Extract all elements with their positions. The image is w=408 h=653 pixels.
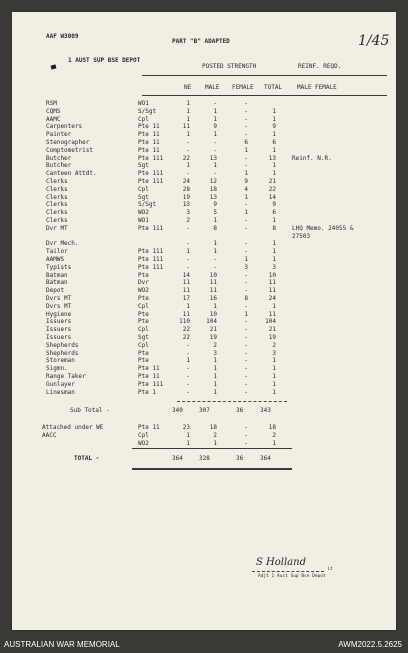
table-row-female: - bbox=[244, 271, 248, 279]
table-row-ne: 1 bbox=[186, 107, 190, 115]
table-row-female: - bbox=[244, 373, 248, 380]
table-row-male: 11 bbox=[209, 279, 217, 287]
table-row-male: - bbox=[213, 100, 217, 107]
table-row-ne: 1 bbox=[186, 248, 190, 256]
attached-row-ne: 23 bbox=[182, 424, 190, 431]
table-row-role: Clerks bbox=[46, 201, 68, 209]
table-row-male: 1 bbox=[213, 365, 217, 373]
table-row-male: 1 bbox=[213, 388, 217, 396]
table-row-role: Dvrs MT bbox=[46, 302, 72, 310]
table-row-male: - bbox=[213, 139, 217, 146]
table-row-ne: - bbox=[186, 373, 190, 380]
total-label: TOTAL - bbox=[74, 455, 100, 462]
table-row-role: CQMS bbox=[46, 107, 61, 115]
unit-name: 1 AUST SUP BSE DEPOT bbox=[68, 57, 141, 64]
subtotal-female: 36 bbox=[236, 407, 244, 414]
table-row-male: 13 bbox=[209, 193, 217, 201]
table-row-female: 6 bbox=[244, 139, 248, 146]
table-row-ne: 22 bbox=[182, 154, 190, 162]
table-row-female: - bbox=[244, 123, 248, 131]
table-row-rank: S/Sgt bbox=[138, 107, 157, 115]
table-row-ne: 110 bbox=[179, 318, 190, 326]
table-row-female: - bbox=[244, 287, 248, 295]
table-row-ne: 11 bbox=[182, 310, 190, 318]
table-row-total: 1 bbox=[272, 248, 276, 256]
table-row-total: 1 bbox=[272, 107, 276, 115]
table-row-rank: Pte 111 bbox=[138, 154, 164, 162]
table-row-rank: Pte 11 bbox=[138, 123, 160, 131]
table-row-rank: Pte bbox=[138, 349, 149, 357]
table-row-male: 1 bbox=[213, 131, 217, 139]
table-row-ne: 28 bbox=[182, 185, 190, 193]
table-row-female: - bbox=[244, 107, 248, 115]
table-row-note: LHQ Memo. 24055 & bbox=[292, 224, 354, 232]
table-row-rank: Cpl bbox=[138, 341, 149, 349]
table-row-total: 9 bbox=[272, 201, 276, 209]
table-row-total: 104 bbox=[265, 318, 276, 326]
table-row-role: Batman bbox=[46, 279, 68, 287]
table-row-rank: Cpl bbox=[138, 185, 149, 193]
table-row-ne: 11 bbox=[182, 123, 190, 131]
subtotal-rule bbox=[177, 401, 287, 402]
table-row-total: 1 bbox=[272, 115, 276, 123]
table-row-male: - bbox=[213, 263, 217, 271]
reinf-reqd-label: REINF. REQD. bbox=[298, 63, 342, 70]
table-row-rank: Sgt bbox=[138, 334, 149, 341]
table-row-total: 1 bbox=[272, 365, 276, 373]
table-row-male: 5 bbox=[213, 209, 217, 217]
table-row-role: Gunlayer bbox=[46, 380, 75, 388]
table-row-female: - bbox=[244, 365, 248, 373]
attached-row-rank: Cpl bbox=[138, 432, 149, 439]
table-row-role: Typists bbox=[46, 263, 72, 271]
table-row-total: 2 bbox=[272, 341, 276, 349]
subtotal-label: Sub Total - bbox=[70, 407, 110, 414]
table-row-female: - bbox=[244, 302, 248, 310]
table-row-ne: 1 bbox=[186, 162, 190, 170]
table-row-total: 3 bbox=[272, 263, 276, 271]
table-row-total: 1 bbox=[272, 380, 276, 388]
table-row-total: 13 bbox=[268, 154, 276, 162]
table-row-role: Shepherds bbox=[46, 341, 79, 349]
table-row-female: - bbox=[244, 131, 248, 139]
table-row-total: 1 bbox=[272, 217, 276, 224]
table-row-rank: Pte 11 bbox=[138, 373, 160, 380]
table-row-rank: Pte 1 bbox=[138, 388, 157, 396]
table-row-role: Dvrs MT bbox=[46, 295, 72, 302]
table-row-male: 104 bbox=[206, 318, 217, 326]
attached-row-rank: Pte 11 bbox=[138, 424, 160, 431]
table-row-rank: Cpl bbox=[138, 115, 149, 123]
document-page bbox=[12, 12, 396, 630]
attached-row-male: 18 bbox=[209, 424, 217, 431]
table-row-male: 1 bbox=[213, 240, 217, 248]
header-total: TOTAL bbox=[264, 84, 283, 91]
table-row-rank: WO2 bbox=[138, 209, 149, 217]
table-row-rank: Cpl bbox=[138, 302, 149, 310]
table-row-rank: Sgt bbox=[138, 193, 149, 201]
table-row-female: - bbox=[244, 318, 248, 326]
table-row-total: 19 bbox=[268, 334, 276, 341]
attached-row-ne: 1 bbox=[186, 432, 190, 439]
table-row-rank: Sgt bbox=[138, 162, 149, 170]
table-row-male: 13 bbox=[209, 154, 217, 162]
table-row-female: - bbox=[244, 240, 248, 248]
table-row-rank: Dvr bbox=[138, 279, 149, 287]
table-row-female: - bbox=[244, 326, 248, 334]
table-row-ne: 14 bbox=[182, 271, 190, 279]
attached-row-male: 2 bbox=[213, 432, 217, 439]
subtotal-male: 307 bbox=[199, 407, 210, 414]
table-row-rank: Pte bbox=[138, 310, 149, 318]
table-row-female: - bbox=[244, 341, 248, 349]
attached-row-female: - bbox=[244, 440, 248, 447]
table-row-male: 21 bbox=[209, 326, 217, 334]
table-row-total: 6 bbox=[272, 209, 276, 217]
table-row-ne: - bbox=[186, 263, 190, 271]
table-row-male: 1 bbox=[213, 302, 217, 310]
table-row-female: 4 bbox=[244, 185, 248, 193]
total-female: 36 bbox=[236, 455, 244, 462]
table-row-rank: Pte 111 bbox=[138, 380, 164, 388]
table-row-total: 1 bbox=[272, 146, 276, 154]
table-row-rank: WO1 bbox=[138, 217, 149, 224]
attached-row-total: 2 bbox=[272, 432, 276, 439]
table-row-male: - bbox=[213, 146, 217, 154]
table-row-role: Clerks bbox=[46, 209, 68, 217]
total-male: 328 bbox=[199, 455, 210, 462]
table-row-total: 10 bbox=[268, 271, 276, 279]
table-row-role: Clerks bbox=[46, 178, 68, 185]
table-row-male: 9 bbox=[213, 123, 217, 131]
signature-suffix: Lt bbox=[328, 566, 333, 571]
table-row-total: 1 bbox=[272, 170, 276, 178]
table-row-rank: Pte 111 bbox=[138, 248, 164, 256]
subtotal-ne: 340 bbox=[172, 407, 183, 414]
table-row-total: 11 bbox=[268, 287, 276, 295]
table-row-role: Issuers bbox=[46, 334, 72, 341]
table-row-rank: Pte 11 bbox=[138, 146, 160, 154]
table-row-total: 8 bbox=[272, 224, 276, 232]
footer-accession: AWM2022.5.2625 bbox=[338, 640, 402, 649]
table-row-male: 1 bbox=[213, 107, 217, 115]
attached-row-total: 1 bbox=[272, 440, 276, 447]
attached-row-male: 1 bbox=[213, 440, 217, 447]
table-row-female: 1 bbox=[244, 193, 248, 201]
table-row-role: Clerks bbox=[46, 193, 68, 201]
table-row-ne: - bbox=[186, 224, 190, 232]
table-row-total: 3 bbox=[272, 349, 276, 357]
table-row-ne: 11 bbox=[182, 279, 190, 287]
table-row-female: 8 bbox=[244, 295, 248, 302]
table-row-male: 8 bbox=[213, 224, 217, 232]
table-row-total: 6 bbox=[272, 139, 276, 146]
table-row-rank: Cpl bbox=[138, 326, 149, 334]
table-row-ne: 3 bbox=[186, 209, 190, 217]
table-row-male: 1 bbox=[213, 162, 217, 170]
table-row-ne: 22 bbox=[182, 334, 190, 341]
table-row-ne: 1 bbox=[186, 357, 190, 365]
table-row-total: 1 bbox=[272, 373, 276, 380]
signature-line bbox=[252, 571, 324, 572]
part-title: PART "B" ADAPTED bbox=[172, 38, 230, 45]
table-row-role: Batman bbox=[46, 271, 68, 279]
table-row-role: Range Taker bbox=[46, 373, 86, 380]
table-row-total: 11 bbox=[268, 310, 276, 318]
table-row-ne: 11 bbox=[182, 287, 190, 295]
table-row-female: - bbox=[244, 154, 248, 162]
table-row-male: 9 bbox=[213, 201, 217, 209]
table-row-rank: WO1 bbox=[138, 100, 149, 107]
table-row-role: Dvr Mech. bbox=[46, 240, 79, 248]
table-row-total: 1 bbox=[272, 302, 276, 310]
table-row-rank: S/Sgt bbox=[138, 201, 157, 209]
table-row-male: 10 bbox=[209, 271, 217, 279]
table-row-female: 1 bbox=[244, 256, 248, 263]
header-rule bbox=[142, 75, 387, 76]
table-row-ne: - bbox=[186, 388, 190, 396]
table-row-rank: Pte 11 bbox=[138, 131, 160, 139]
table-row-rank: WO2 bbox=[138, 287, 149, 295]
table-row-ne: - bbox=[186, 256, 190, 263]
table-row-male: 2 bbox=[213, 341, 217, 349]
table-row-female: 1 bbox=[244, 310, 248, 318]
attached-row-rank: WO2 bbox=[138, 440, 149, 447]
table-row-role: Linesman bbox=[46, 388, 75, 396]
table-row-role: Depot bbox=[46, 287, 65, 295]
signature-title: Adjt 1 Aust Sup Bse Depot bbox=[258, 574, 326, 579]
header-reinf-male-female: MALE FEMALE bbox=[297, 84, 337, 91]
footer-bar bbox=[0, 634, 408, 653]
table-row-role: Clerks bbox=[46, 217, 68, 224]
table-row-male: 1 bbox=[213, 380, 217, 388]
table-row-role: Issuers bbox=[46, 318, 72, 326]
table-row-female: - bbox=[244, 248, 248, 256]
table-row-female: 1 bbox=[244, 146, 248, 154]
table-row-rank: Pte 111 bbox=[138, 256, 164, 263]
table-row-total: 11 bbox=[268, 279, 276, 287]
posted-strength-label: POSTED STRENGTH bbox=[202, 63, 257, 70]
attached-row-total: 18 bbox=[268, 424, 276, 431]
table-row-total: 1 bbox=[272, 388, 276, 396]
table-row-role: AAMWS bbox=[46, 256, 65, 263]
table-row-female: - bbox=[244, 380, 248, 388]
table-row-total: 1 bbox=[272, 162, 276, 170]
table-row-female: - bbox=[244, 201, 248, 209]
table-row-total: 9 bbox=[272, 123, 276, 131]
attached-row-role: AACC bbox=[42, 432, 57, 439]
table-row-rank: Pte 111 bbox=[138, 224, 164, 232]
attached-row-female: - bbox=[244, 424, 248, 431]
table-row-ne: - bbox=[186, 146, 190, 154]
total-ne: 364 bbox=[172, 455, 183, 462]
table-row-rank: Pte 11 bbox=[138, 139, 160, 146]
table-row-male: 1 bbox=[213, 248, 217, 256]
table-row-role: Hygiene bbox=[46, 310, 72, 318]
table-row-total: 21 bbox=[268, 326, 276, 334]
header-male: MALE bbox=[205, 84, 220, 91]
table-row-rank: Pte bbox=[138, 271, 149, 279]
table-row-ne: - bbox=[186, 349, 190, 357]
table-row-male: 1 bbox=[213, 115, 217, 123]
attached-row-ne: 1 bbox=[186, 440, 190, 447]
table-row-note: Reinf. N.R. bbox=[292, 154, 332, 162]
table-row-rank: Pte bbox=[138, 295, 149, 302]
table-row-male: 1 bbox=[213, 357, 217, 365]
table-row-ne: 1 bbox=[186, 115, 190, 123]
form-code: AAF W3009 bbox=[46, 33, 79, 40]
table-row-role: Butcher bbox=[46, 162, 72, 170]
table-row-female: - bbox=[244, 279, 248, 287]
table-row-role: Tailor bbox=[46, 248, 68, 256]
table-row-total: 1 bbox=[272, 131, 276, 139]
table-row-total: 21 bbox=[268, 178, 276, 185]
table-row-male: 16 bbox=[209, 295, 217, 302]
table-row-ne: 1 bbox=[186, 302, 190, 310]
table-row-female: - bbox=[244, 224, 248, 232]
table-row-role: Dvr MT bbox=[46, 224, 68, 232]
page-mark: 1/45 bbox=[358, 33, 390, 49]
header-ne: NE bbox=[184, 84, 192, 91]
total-total: 364 bbox=[260, 455, 271, 462]
attached-row-role: Attached under WE bbox=[42, 424, 104, 431]
table-row-ne: - bbox=[186, 341, 190, 349]
table-row-ne: - bbox=[186, 380, 190, 388]
header-female: FEMALE bbox=[232, 84, 254, 91]
table-row-rank: Pte bbox=[138, 318, 149, 326]
table-row-ne: 1 bbox=[186, 131, 190, 139]
table-row-ne: - bbox=[186, 170, 190, 178]
table-row-female: - bbox=[244, 349, 248, 357]
table-row-role: Carpenters bbox=[46, 123, 83, 131]
table-row-rank: Pte bbox=[138, 357, 149, 365]
bullet-mark bbox=[51, 64, 57, 69]
table-row-male: 1 bbox=[213, 373, 217, 380]
table-row-ne: 24 bbox=[182, 178, 190, 185]
table-row-female: - bbox=[244, 100, 248, 107]
table-row-male: 19 bbox=[209, 334, 217, 341]
table-row-male: - bbox=[213, 170, 217, 178]
table-row-ne: - bbox=[186, 139, 190, 146]
table-row-role: Comptometrist bbox=[46, 146, 93, 154]
attached-row-female: - bbox=[244, 432, 248, 439]
table-row-total: 1 bbox=[272, 256, 276, 263]
table-row-role: RSM bbox=[46, 100, 57, 107]
table-row-total: 24 bbox=[268, 295, 276, 302]
table-row-ne: 19 bbox=[182, 193, 190, 201]
table-row-male: 18 bbox=[209, 185, 217, 193]
table-row-female: - bbox=[244, 334, 248, 341]
table-row-role: Clerks bbox=[46, 185, 68, 193]
table-row-female: 1 bbox=[244, 170, 248, 178]
table-row-rank: Pte 111 bbox=[138, 170, 164, 178]
table-row-female: - bbox=[244, 388, 248, 396]
table-row-total: 1 bbox=[272, 357, 276, 365]
table-row-ne: 17 bbox=[182, 295, 190, 302]
table-row-ne: - bbox=[186, 240, 190, 248]
table-row-role: Issuers bbox=[46, 326, 72, 334]
table-row-female: - bbox=[244, 217, 248, 224]
table-row-ne: 22 bbox=[182, 326, 190, 334]
table-row-total: 1 bbox=[272, 240, 276, 248]
table-row-rank: Pte 11 bbox=[138, 365, 160, 373]
table-row-male: - bbox=[213, 256, 217, 263]
total-rule-bottom bbox=[132, 468, 292, 470]
table-row-role: Painter bbox=[46, 131, 72, 139]
table-row-ne: 2 bbox=[186, 217, 190, 224]
table-row-role: Storeman bbox=[46, 357, 75, 365]
total-rule-top bbox=[132, 448, 292, 449]
subtotal-total: 343 bbox=[260, 407, 271, 414]
table-row-male: 1 bbox=[213, 217, 217, 224]
table-row-role: Stenographer bbox=[46, 139, 90, 146]
table-row-female: - bbox=[244, 115, 248, 123]
table-row-male: 12 bbox=[209, 178, 217, 185]
table-row-ne: - bbox=[186, 365, 190, 373]
signature: S Holland bbox=[256, 557, 306, 568]
table-row-total: 14 bbox=[268, 193, 276, 201]
table-row-rank: Pte 111 bbox=[138, 178, 164, 185]
table-row-role: Sigmn. bbox=[46, 365, 68, 373]
table-row-role: Shepherds bbox=[46, 349, 79, 357]
header-underline bbox=[142, 95, 387, 96]
table-row-female: 9 bbox=[244, 178, 248, 185]
table-row-male: 11 bbox=[209, 287, 217, 295]
table-row-ne: 13 bbox=[182, 201, 190, 209]
table-row-male: 3 bbox=[213, 349, 217, 357]
table-row-rank: Pte 111 bbox=[138, 263, 164, 271]
table-row-role: Canteen Attdt. bbox=[46, 170, 97, 178]
table-row-female: - bbox=[244, 162, 248, 170]
table-row-female: - bbox=[244, 357, 248, 365]
table-row-male: 10 bbox=[209, 310, 217, 318]
table-row-role: Butcher bbox=[46, 154, 72, 162]
table-row-female: 1 bbox=[244, 209, 248, 217]
table-row-ne: 1 bbox=[186, 100, 190, 107]
table-row-role: AAMC bbox=[46, 115, 61, 123]
table-row-note: 27503 bbox=[292, 232, 311, 240]
footer-credit: AUSTRALIAN WAR MEMORIAL bbox=[4, 640, 120, 649]
table-row-total: 22 bbox=[268, 185, 276, 193]
table-row-female: 3 bbox=[244, 263, 248, 271]
